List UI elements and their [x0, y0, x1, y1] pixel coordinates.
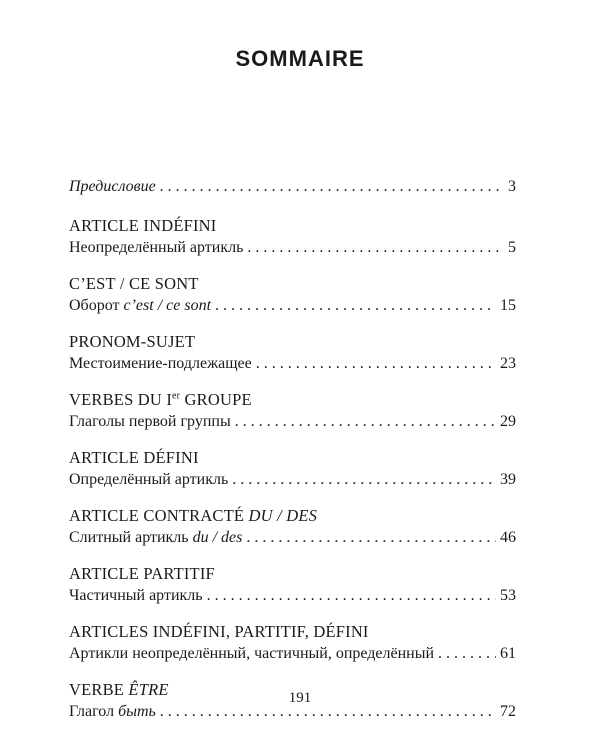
- toc-entry-heading: ARTICLES INDÉFINI, PARTITIF, DÉFINI: [69, 622, 369, 641]
- dot-leader: [438, 643, 496, 665]
- toc-entry-heading: [69, 505, 516, 527]
- dot-leader: [246, 527, 496, 549]
- page-number: 191: [288, 690, 312, 706]
- toc-entry-subtitle: Неопределённый артикль: [69, 239, 244, 256]
- toc-page-number: 23: [500, 355, 516, 372]
- toc-entry-subtitle: Артикли неопределённый, частичный, определённый: [69, 645, 435, 662]
- page-title: SOMMAIRE: [235, 46, 365, 71]
- heading-italic-text: DU / DES: [248, 506, 318, 525]
- subtitle-italic-text: быть: [118, 703, 156, 720]
- toc-entry-label: Предисловие: [69, 178, 156, 195]
- toc-page-number: 46: [500, 529, 516, 546]
- subtitle-text: Слитный артикль: [69, 529, 193, 546]
- dot-leader: [256, 353, 496, 375]
- toc-page-number: 61: [500, 645, 516, 662]
- toc-entry-heading: C’EST / CE SONT: [69, 274, 199, 293]
- toc-entry-heading: ARTICLE DÉFINI: [69, 448, 199, 467]
- toc-entry-article-contracte: [69, 505, 516, 549]
- toc-entry-subtitle: Глаголы первой группы: [69, 413, 231, 430]
- toc-entry-heading: PRONOM-SUJET: [69, 332, 196, 351]
- toc-entry-heading: ARTICLE INDÉFINI: [69, 216, 217, 235]
- heading-text: VERBE: [69, 680, 129, 699]
- toc-entry-articles-combined: [69, 621, 516, 665]
- toc-entry-preface: [69, 176, 516, 198]
- subtitle-text: Оборот: [69, 297, 124, 314]
- toc-entry-verbes-groupe: [69, 389, 516, 433]
- toc-entry-heading: [69, 389, 516, 411]
- heading-text: GROUPE: [180, 390, 252, 409]
- table-of-contents: [69, 176, 516, 737]
- toc-entry-article-partitif: [69, 563, 516, 607]
- dot-leader: [215, 295, 496, 317]
- toc-entry-cest-ce-sont: [69, 273, 516, 317]
- toc-page-number: 5: [508, 239, 516, 256]
- subtitle-italic-text: du / des: [192, 529, 243, 546]
- toc-page-number: 15: [500, 297, 516, 314]
- toc-entry-subtitle: [69, 527, 242, 549]
- toc-entry-subtitle: [69, 295, 211, 317]
- dot-leader: [232, 469, 496, 491]
- heading-italic-text: ÊTRE: [128, 680, 169, 699]
- heading-text: VERBES DU I: [69, 390, 173, 409]
- heading-text: ARTICLE CONTRACTÉ: [69, 506, 249, 525]
- toc-entry-subtitle: Частичный артикль: [69, 587, 203, 604]
- toc-page-number: 72: [500, 703, 516, 720]
- toc-entry-article-defini: [69, 447, 516, 491]
- toc-entry-subtitle: Местоимение-подлежащее: [69, 355, 252, 372]
- heading-superscript: er: [172, 390, 181, 402]
- toc-entry-heading: ARTICLE PARTITIF: [69, 564, 215, 583]
- toc-page-number: 29: [500, 413, 516, 430]
- dot-leader: [235, 411, 496, 433]
- toc-entry-subtitle: Определённый артикль: [69, 471, 229, 488]
- subtitle-text: Глагол: [69, 703, 119, 720]
- toc-page-number: 53: [500, 587, 516, 604]
- toc-page-number: 39: [500, 471, 516, 488]
- toc-entry-pronom-sujet: [69, 331, 516, 375]
- dot-leader: [160, 176, 504, 198]
- dot-leader: [207, 585, 496, 607]
- dot-leader: [247, 237, 504, 259]
- toc-entry-article-indefini: [69, 215, 516, 259]
- subtitle-italic-text: c’est / ce sont: [123, 297, 212, 314]
- toc-page-number: 3: [508, 178, 516, 195]
